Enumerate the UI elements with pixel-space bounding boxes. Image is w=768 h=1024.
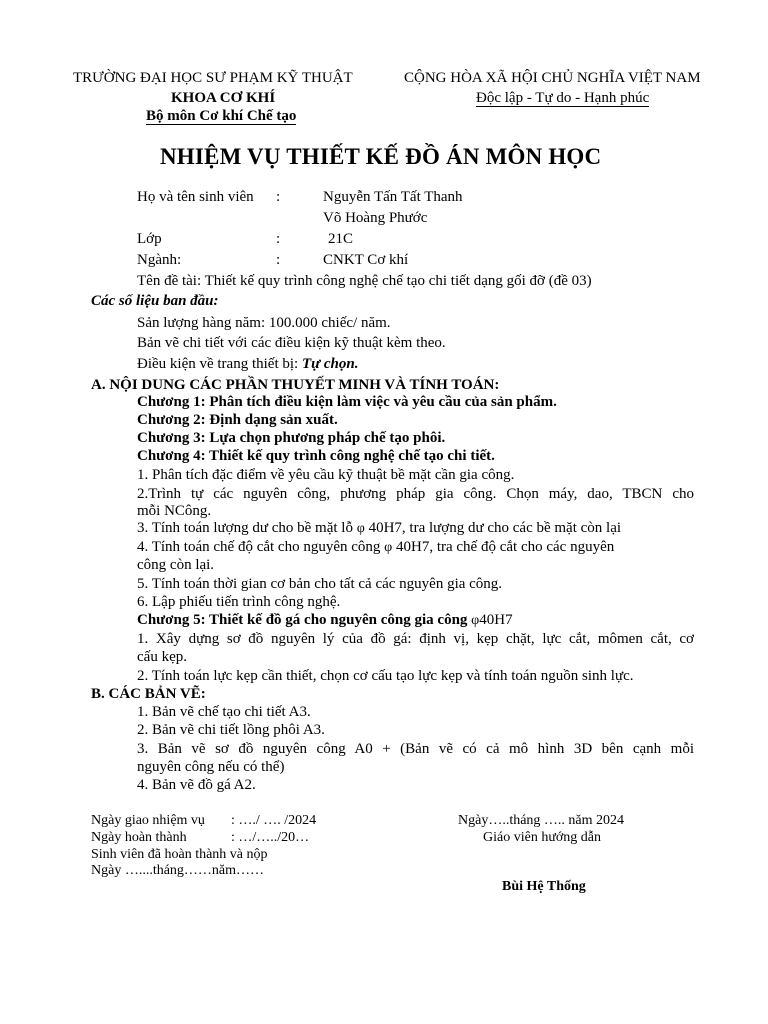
- faculty-name: KHOA CƠ KHÍ: [171, 90, 276, 106]
- topic-line: Tên đề tài: Thiết kế quy trình công nghệ chế tạo chi tiết dạng gối đỡ (đề 03): [137, 273, 592, 289]
- drawing-item-3: 3. Bản vẽ sơ đồ nguyên công A0 + (Bản vẽ có cả mô hình 3D bên cạnh mỗi: [137, 741, 694, 757]
- chapter-5-text: Chương 5: Thiết kế đồ gá cho nguyên công gia công: [137, 612, 468, 628]
- chapter-2: Chương 2: Định dạng sản xuất.: [137, 412, 338, 428]
- complete-date-label: Ngày hoàn thành: [91, 830, 187, 845]
- drawing-item-1: 1. Bản vẽ chế tạo chi tiết A3.: [137, 704, 311, 720]
- equipment-value: Tự chọn.: [301, 356, 359, 372]
- document-title: NHIỆM VỤ THIẾT KẾ ĐỒ ÁN MÔN HỌC: [160, 144, 602, 169]
- student-name-2: Võ Hoàng Phước: [323, 210, 428, 226]
- chapter-4: Chương 4: Thiết kế quy trình công nghệ chế tạo chi tiết.: [137, 448, 495, 464]
- major-value: CNKT Cơ khí: [323, 252, 409, 268]
- class-colon: :: [276, 231, 281, 247]
- drawing-item-3-cont: nguyên công nếu có thể): [137, 759, 285, 775]
- initial-data-heading: Các số liệu ban đầu:: [91, 293, 219, 309]
- ch4-item-3-text: 3. Tính toán lượng dư cho bề mặt lỗ: [137, 520, 353, 536]
- chapter-5-suffix: 40H7: [479, 612, 513, 628]
- advisor-label: Giáo viên hướng dẫn: [483, 830, 602, 845]
- drawing-requirement: Bản vẽ chi tiết với các điều kiện kỹ thuật kèm theo.: [137, 335, 446, 351]
- ch4-item-1: 1. Phân tích đặc điểm về yêu cầu kỹ thuật bề mặt cần gia công.: [137, 467, 515, 483]
- major-label: Ngành:: [137, 252, 182, 268]
- department-text: Bộ môn Cơ khí Chế tạo: [146, 108, 297, 124]
- ch4-item-5: 5. Tính toán thời gian cơ bản cho tất cả các nguyên gia công.: [137, 576, 503, 592]
- ch4-item-2-cont: mỗi NCông.: [137, 503, 212, 519]
- chapter-3: Chương 3: Lựa chọn phương pháp chế tạo phôi.: [137, 430, 446, 446]
- student-colon: :: [276, 189, 281, 205]
- complete-date-value: : …/…../20…: [231, 830, 310, 845]
- equipment-condition: [137, 355, 358, 373]
- national-motto: [476, 89, 649, 107]
- student-label: Họ và tên sinh viên: [137, 189, 254, 205]
- department-name: [146, 107, 296, 125]
- phi-symbol: φ: [356, 521, 365, 536]
- ch4-item-2: 2.Trình tự các nguyên công, phương pháp gia công. Chọn máy, dao, TBCN cho: [137, 486, 694, 502]
- equipment-prefix: Điều kiện về trang thiết bị:: [137, 356, 299, 372]
- drawing-item-2: 2. Bản vẽ chi tiết lồng phôi A3.: [137, 722, 325, 738]
- student-name-1: Nguyễn Tấn Tất Thanh: [323, 189, 463, 205]
- ch5-item-2: 2. Tính toán lực kẹp cần thiết, chọn cơ cấu tạo lực kẹp và tính toán nguồn sinh lực.: [137, 668, 634, 684]
- section-a-heading: A. NỘI DUNG CÁC PHẦN THUYẾT MINH VÀ TÍNH TOÁN:: [91, 377, 500, 393]
- ch5-item-1-cont: cấu kẹp.: [137, 649, 187, 665]
- country-name: CỘNG HÒA XÃ HỘI CHỦ NGHĨA VIỆT NAM: [404, 70, 701, 86]
- school-name: TRƯỜNG ĐẠI HỌC SƯ PHẠM KỸ THUẬT: [73, 70, 353, 86]
- phi-symbol: φ: [471, 613, 480, 628]
- ch4-item-4: [137, 538, 694, 557]
- chapter-1: Chương 1: Phân tích điều kiện làm việc và yêu cầu của sản phẩm.: [137, 394, 557, 410]
- section-b-heading: B. CÁC BẢN VẼ:: [91, 686, 206, 702]
- ch4-item-4-cont: công còn lại.: [137, 557, 215, 573]
- annual-output: Sản lượng hàng năm: 100.000 chiếc/ năm.: [137, 315, 391, 331]
- ch4-item-6: 6. Lập phiếu tiến trình công nghệ.: [137, 594, 341, 610]
- advisor-name: Bùi Hệ Thống: [502, 879, 586, 894]
- ch4-item-3-rest: 40H7, tra lượng dư cho các bề mặt còn lại: [368, 520, 622, 536]
- sign-date: Ngày…..tháng ….. năm 2024: [458, 813, 625, 828]
- drawing-item-4: 4. Bản vẽ đồ gá A2.: [137, 777, 256, 793]
- class-label: Lớp: [137, 231, 162, 247]
- ch4-item-4-text: 4. Tính toán chế độ cắt cho nguyên công φ 40H7, tra chế độ cắt cho các nguyên: [137, 539, 615, 555]
- chapter-5: [137, 611, 513, 630]
- major-colon: :: [276, 252, 281, 268]
- ch4-item-3: [137, 519, 621, 538]
- phi-symbol: φ: [384, 540, 393, 555]
- assign-date-value: : …./ …. /2024: [231, 813, 317, 828]
- ch5-item-1: 1. Xây dựng sơ đồ nguyên lý của đồ gá: định vị, kẹp chặt, lực cắt, mômen cắt, cơ: [137, 631, 694, 647]
- submitted-note: Sinh viên đã hoàn thành và nộp: [91, 847, 268, 862]
- assign-date-label: Ngày giao nhiệm vụ: [91, 813, 205, 828]
- motto-text: Độc lập - Tự do - Hạnh phúc: [476, 90, 650, 106]
- class-value: 21C: [328, 231, 354, 247]
- submit-date: Ngày …....tháng……năm……: [91, 863, 265, 878]
